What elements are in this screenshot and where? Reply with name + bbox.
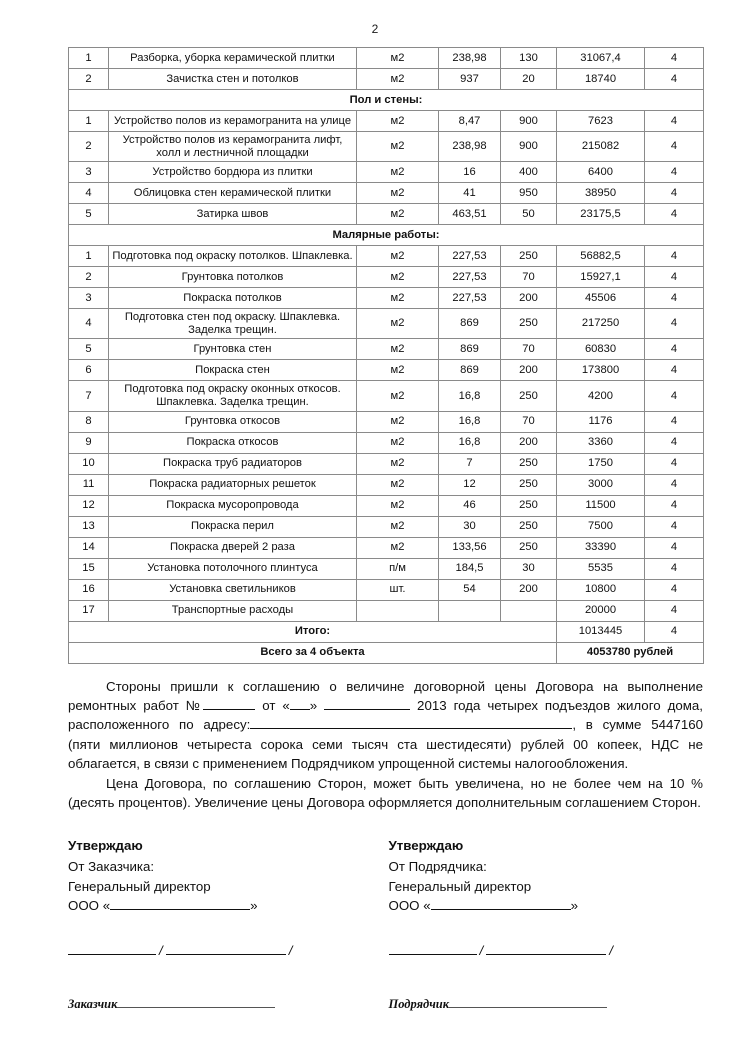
table-row <box>69 339 704 360</box>
customer-position-label: Генеральный директор <box>68 878 211 894</box>
row-number: 1 <box>69 48 109 69</box>
customer-slash-2: / <box>288 942 293 958</box>
row-price: 50 <box>501 204 557 225</box>
row-number: 9 <box>69 432 109 453</box>
agreement-text <box>68 677 703 813</box>
row-work-name: Покраска откосов <box>109 432 357 453</box>
row-number: 14 <box>69 537 109 558</box>
row-unit: м2 <box>357 381 439 411</box>
row-number: 1 <box>69 246 109 267</box>
row-unit: м2 <box>357 48 439 69</box>
row-sum: 20000 <box>557 600 645 621</box>
row-objects: 4 <box>645 516 704 537</box>
row-objects: 4 <box>645 132 704 162</box>
table-row <box>69 132 704 162</box>
estimate-table-wrapper <box>68 47 703 664</box>
contractor-company-suffix: » <box>570 898 579 914</box>
contractor-approve-label: Утверждаю <box>388 838 464 854</box>
table-total-row <box>69 621 704 642</box>
row-work-name: Зачистка стен и потолков <box>109 69 357 90</box>
row-unit: м2 <box>357 360 439 381</box>
row-unit: м2 <box>357 183 439 204</box>
table-row <box>69 360 704 381</box>
row-objects: 4 <box>645 381 704 411</box>
row-number: 2 <box>69 132 109 162</box>
row-work-name: Покраска стен <box>109 360 357 381</box>
row-price: 200 <box>501 360 557 381</box>
p1-part2: от « <box>262 697 290 713</box>
p1-part4: 2013 года четырех подъездов жилого дома, расположенного по адресу: <box>68 697 703 733</box>
row-unit: м2 <box>357 411 439 432</box>
row-objects: 4 <box>645 183 704 204</box>
signature-lines-block <box>68 942 703 961</box>
row-number: 8 <box>69 411 109 432</box>
customer-sign-line-group <box>68 942 383 961</box>
row-price: 250 <box>501 246 557 267</box>
row-work-name: Грунтовка потолков <box>109 267 357 288</box>
row-sum: 56882,5 <box>557 246 645 267</box>
row-work-name: Транспортные расходы <box>109 600 357 621</box>
row-quantity <box>439 600 501 621</box>
customer-company-blank[interactable] <box>110 909 250 910</box>
row-unit: м2 <box>357 495 439 516</box>
row-work-name: Грунтовка стен <box>109 339 357 360</box>
contractor-name-rule[interactable] <box>486 954 606 955</box>
row-number: 16 <box>69 579 109 600</box>
customer-company-suffix: » <box>250 898 258 914</box>
row-unit: м2 <box>357 69 439 90</box>
row-price: 130 <box>501 48 557 69</box>
row-objects: 4 <box>645 495 704 516</box>
table-row <box>69 162 704 183</box>
row-price: 70 <box>501 411 557 432</box>
row-unit: м2 <box>357 537 439 558</box>
table-row <box>69 453 704 474</box>
row-unit: м2 <box>357 516 439 537</box>
row-work-name: Подготовка под окраску потолков. Шпаклевка. <box>109 246 357 267</box>
row-number: 4 <box>69 183 109 204</box>
row-price: 200 <box>501 432 557 453</box>
row-number: 7 <box>69 381 109 411</box>
row-number: 2 <box>69 69 109 90</box>
row-price: 250 <box>501 381 557 411</box>
contractor-footer <box>383 997 704 1012</box>
page-number: 2 <box>371 22 379 36</box>
table-row <box>69 600 704 621</box>
row-objects: 4 <box>645 579 704 600</box>
contractor-signature-column <box>383 836 704 915</box>
row-work-name: Покраска потолков <box>109 288 357 309</box>
row-sum: 23175,5 <box>557 204 645 225</box>
row-work-name: Покраска мусоропровода <box>109 495 357 516</box>
table-row <box>69 183 704 204</box>
row-quantity: 7 <box>439 453 501 474</box>
customer-footer-rule[interactable] <box>117 1007 275 1008</box>
row-sum: 38950 <box>557 183 645 204</box>
row-objects: 4 <box>645 360 704 381</box>
row-number: 11 <box>69 474 109 495</box>
table-section-header-row <box>69 225 704 246</box>
row-quantity: 30 <box>439 516 501 537</box>
contractor-footer-rule[interactable] <box>449 1007 607 1008</box>
row-number: 17 <box>69 600 109 621</box>
row-work-name: Разборка, уборка керамической плитки <box>109 48 357 69</box>
table-row <box>69 516 704 537</box>
row-work-name: Покраска труб радиаторов <box>109 453 357 474</box>
row-sum: 45506 <box>557 288 645 309</box>
row-work-name: Устройство полов из керамогранита лифт, холл и лестничной площадки <box>109 132 357 162</box>
paragraph-price-increase: Цена Договора, по соглашению Сторон, может быть увеличена, но не более чем на 10 % (десять процентов). Увеличение цены Договора оформляется дополнительным соглашением Сторон. <box>68 775 703 810</box>
row-number: 5 <box>69 204 109 225</box>
customer-slash-1: / <box>159 942 163 958</box>
row-number: 3 <box>69 162 109 183</box>
row-work-name: Устройство полов из керамогранита на улице <box>109 111 357 132</box>
row-quantity: 463,51 <box>439 204 501 225</box>
table-row <box>69 474 704 495</box>
row-unit: м2 <box>357 267 439 288</box>
estimate-table-body <box>69 48 704 664</box>
row-price: 250 <box>501 453 557 474</box>
row-sum: 4200 <box>557 381 645 411</box>
row-quantity: 227,53 <box>439 288 501 309</box>
row-work-name: Покраска радиаторных решеток <box>109 474 357 495</box>
customer-approve-label: Утверждаю <box>68 838 143 854</box>
contractor-party-label: От Подрядчика: <box>388 859 487 874</box>
row-price: 200 <box>501 579 557 600</box>
table-row <box>69 48 704 69</box>
row-quantity: 184,5 <box>439 558 501 579</box>
row-unit: м2 <box>357 204 439 225</box>
paragraph-price-agreement <box>68 677 703 774</box>
row-number: 5 <box>69 339 109 360</box>
row-sum: 173800 <box>557 360 645 381</box>
contractor-company-prefix: ООО « <box>388 898 431 914</box>
row-unit: м2 <box>357 132 439 162</box>
row-number: 6 <box>69 360 109 381</box>
row-unit: м2 <box>357 162 439 183</box>
row-number: 4 <box>69 309 109 339</box>
row-unit: п/м <box>357 558 439 579</box>
row-sum: 1176 <box>557 411 645 432</box>
row-work-name: Подготовка стен под окраску. Шпаклевка. Заделка трещин. <box>109 309 357 339</box>
contractor-sign-line-group <box>383 942 704 961</box>
customer-footer <box>68 997 383 1012</box>
table-row <box>69 411 704 432</box>
row-price: 30 <box>501 558 557 579</box>
table-section-header-row <box>69 90 704 111</box>
table-row <box>69 432 704 453</box>
row-quantity: 46 <box>439 495 501 516</box>
table-row <box>69 579 704 600</box>
section-title: Пол и стены: <box>69 90 704 111</box>
row-unit: м2 <box>357 309 439 339</box>
row-objects: 4 <box>645 267 704 288</box>
row-sum: 217250 <box>557 309 645 339</box>
table-grand-total-row <box>69 642 704 663</box>
table-row <box>69 69 704 90</box>
row-unit: м2 <box>357 339 439 360</box>
customer-signature-rule[interactable] <box>68 954 156 955</box>
row-price: 900 <box>501 111 557 132</box>
table-row <box>69 288 704 309</box>
row-quantity: 12 <box>439 474 501 495</box>
contractor-position-label: Генеральный директор <box>388 878 532 894</box>
row-work-name: Подготовка под окраску оконных откосов. Шпаклевка. Заделка трещин. <box>109 381 357 411</box>
row-quantity: 8,47 <box>439 111 501 132</box>
row-price: 250 <box>501 495 557 516</box>
row-quantity: 41 <box>439 183 501 204</box>
row-unit: м2 <box>357 432 439 453</box>
row-quantity: 227,53 <box>439 267 501 288</box>
row-quantity: 227,53 <box>439 246 501 267</box>
row-number: 1 <box>69 111 109 132</box>
row-objects: 4 <box>645 558 704 579</box>
estimate-table <box>68 47 704 664</box>
row-sum: 1750 <box>557 453 645 474</box>
row-objects: 4 <box>645 309 704 339</box>
table-row <box>69 204 704 225</box>
row-quantity: 133,56 <box>439 537 501 558</box>
row-sum: 33390 <box>557 537 645 558</box>
contractor-slash-1: / <box>479 942 484 958</box>
customer-footer-label: Заказчик <box>68 996 118 1011</box>
row-sum: 7623 <box>557 111 645 132</box>
table-row <box>69 381 704 411</box>
table-row <box>69 309 704 339</box>
row-sum: 31067,4 <box>557 48 645 69</box>
contractor-footer-label: Подрядчик <box>388 996 450 1011</box>
row-work-name: Облицовка стен керамической плитки <box>109 183 357 204</box>
row-price: 950 <box>501 183 557 204</box>
row-number: 2 <box>69 267 109 288</box>
row-number: 15 <box>69 558 109 579</box>
row-objects: 4 <box>645 339 704 360</box>
table-row <box>69 537 704 558</box>
row-quantity: 16 <box>439 162 501 183</box>
row-unit: м2 <box>357 246 439 267</box>
table-row <box>69 111 704 132</box>
row-quantity: 937 <box>439 69 501 90</box>
row-work-name: Установка светильников <box>109 579 357 600</box>
row-objects: 4 <box>645 162 704 183</box>
row-price: 250 <box>501 309 557 339</box>
row-price: 250 <box>501 516 557 537</box>
row-sum: 215082 <box>557 132 645 162</box>
row-work-name: Покраска перил <box>109 516 357 537</box>
row-price: 250 <box>501 474 557 495</box>
table-row <box>69 246 704 267</box>
contractor-company-line <box>389 896 704 916</box>
row-price: 400 <box>501 162 557 183</box>
row-price: 20 <box>501 69 557 90</box>
row-unit: м2 <box>357 453 439 474</box>
row-sum: 60830 <box>557 339 645 360</box>
row-objects: 4 <box>645 246 704 267</box>
row-price: 70 <box>501 339 557 360</box>
customer-name-rule[interactable] <box>166 954 286 955</box>
row-number: 3 <box>69 288 109 309</box>
row-quantity: 869 <box>439 309 501 339</box>
row-price: 900 <box>501 132 557 162</box>
row-work-name: Затирка швов <box>109 204 357 225</box>
total-sum: 1013445 <box>557 621 645 642</box>
row-objects: 4 <box>645 474 704 495</box>
row-unit <box>357 600 439 621</box>
row-objects: 4 <box>645 453 704 474</box>
row-quantity: 238,98 <box>439 48 501 69</box>
row-unit: м2 <box>357 474 439 495</box>
table-row <box>69 558 704 579</box>
row-work-name: Устройство бордюра из плитки <box>109 162 357 183</box>
row-objects: 4 <box>645 111 704 132</box>
row-price <box>501 600 557 621</box>
row-work-name: Установка потолочного плинтуса <box>109 558 357 579</box>
row-objects: 4 <box>645 411 704 432</box>
row-sum: 7500 <box>557 516 645 537</box>
customer-party-label: От Заказчика: <box>68 859 155 874</box>
row-objects: 4 <box>645 537 704 558</box>
row-price: 200 <box>501 288 557 309</box>
contractor-company-blank[interactable] <box>431 909 571 910</box>
contractor-signature-rule[interactable] <box>389 954 477 955</box>
section-title: Малярные работы: <box>69 225 704 246</box>
row-number: 12 <box>69 495 109 516</box>
row-sum: 15927,1 <box>557 267 645 288</box>
row-objects: 4 <box>645 600 704 621</box>
row-objects: 4 <box>645 288 704 309</box>
customer-company-line <box>68 896 383 916</box>
row-work-name: Грунтовка откосов <box>109 411 357 432</box>
row-price: 70 <box>501 267 557 288</box>
customer-signature-column <box>68 836 383 915</box>
row-quantity: 54 <box>439 579 501 600</box>
row-number: 13 <box>69 516 109 537</box>
row-sum: 18740 <box>557 69 645 90</box>
table-row <box>69 495 704 516</box>
row-sum: 5535 <box>557 558 645 579</box>
row-quantity: 238,98 <box>439 132 501 162</box>
row-unit: шт. <box>357 579 439 600</box>
row-objects: 4 <box>645 69 704 90</box>
row-quantity: 16,8 <box>439 411 501 432</box>
row-quantity: 16,8 <box>439 432 501 453</box>
row-sum: 11500 <box>557 495 645 516</box>
row-quantity: 869 <box>439 339 501 360</box>
row-sum: 10800 <box>557 579 645 600</box>
row-work-name: Покраска дверей 2 раза <box>109 537 357 558</box>
footer-signature-labels <box>68 997 703 1012</box>
row-objects: 4 <box>645 204 704 225</box>
row-sum: 3000 <box>557 474 645 495</box>
contract-month-blank[interactable] <box>324 709 410 710</box>
row-number: 10 <box>69 453 109 474</box>
contract-number-blank[interactable] <box>203 709 255 710</box>
row-price: 250 <box>501 537 557 558</box>
p1-part5: , в сумме 5447160 (пяти миллионов четыреста сорока семи тысяч ста шестидесяти) рублей 00 копеек, НДС не облагается, в связи с применением Подрядчиком упрощенной системы налогообложения. <box>68 717 703 772</box>
row-quantity: 869 <box>439 360 501 381</box>
total-objects: 4 <box>645 621 704 642</box>
row-objects: 4 <box>645 48 704 69</box>
signature-block <box>68 836 703 915</box>
row-quantity: 16,8 <box>439 381 501 411</box>
row-sum: 3360 <box>557 432 645 453</box>
row-unit: м2 <box>357 111 439 132</box>
grand-total-label: Всего за 4 объекта <box>69 642 557 663</box>
address-blank[interactable] <box>250 728 572 729</box>
row-unit: м2 <box>357 288 439 309</box>
contract-day-blank[interactable] <box>290 709 310 710</box>
p1-part1: Стороны пришли к соглашению о величине договорной цены Договора на выполнение ремонтных работ № <box>68 678 703 713</box>
table-row <box>69 267 704 288</box>
contractor-slash-2: / <box>609 942 613 958</box>
row-sum: 6400 <box>557 162 645 183</box>
p1-part3: » <box>309 697 318 713</box>
total-label: Итого: <box>69 621 557 642</box>
customer-company-prefix: ООО « <box>68 898 111 914</box>
row-objects: 4 <box>645 432 704 453</box>
grand-total-value: 4053780 рублей <box>557 642 704 663</box>
